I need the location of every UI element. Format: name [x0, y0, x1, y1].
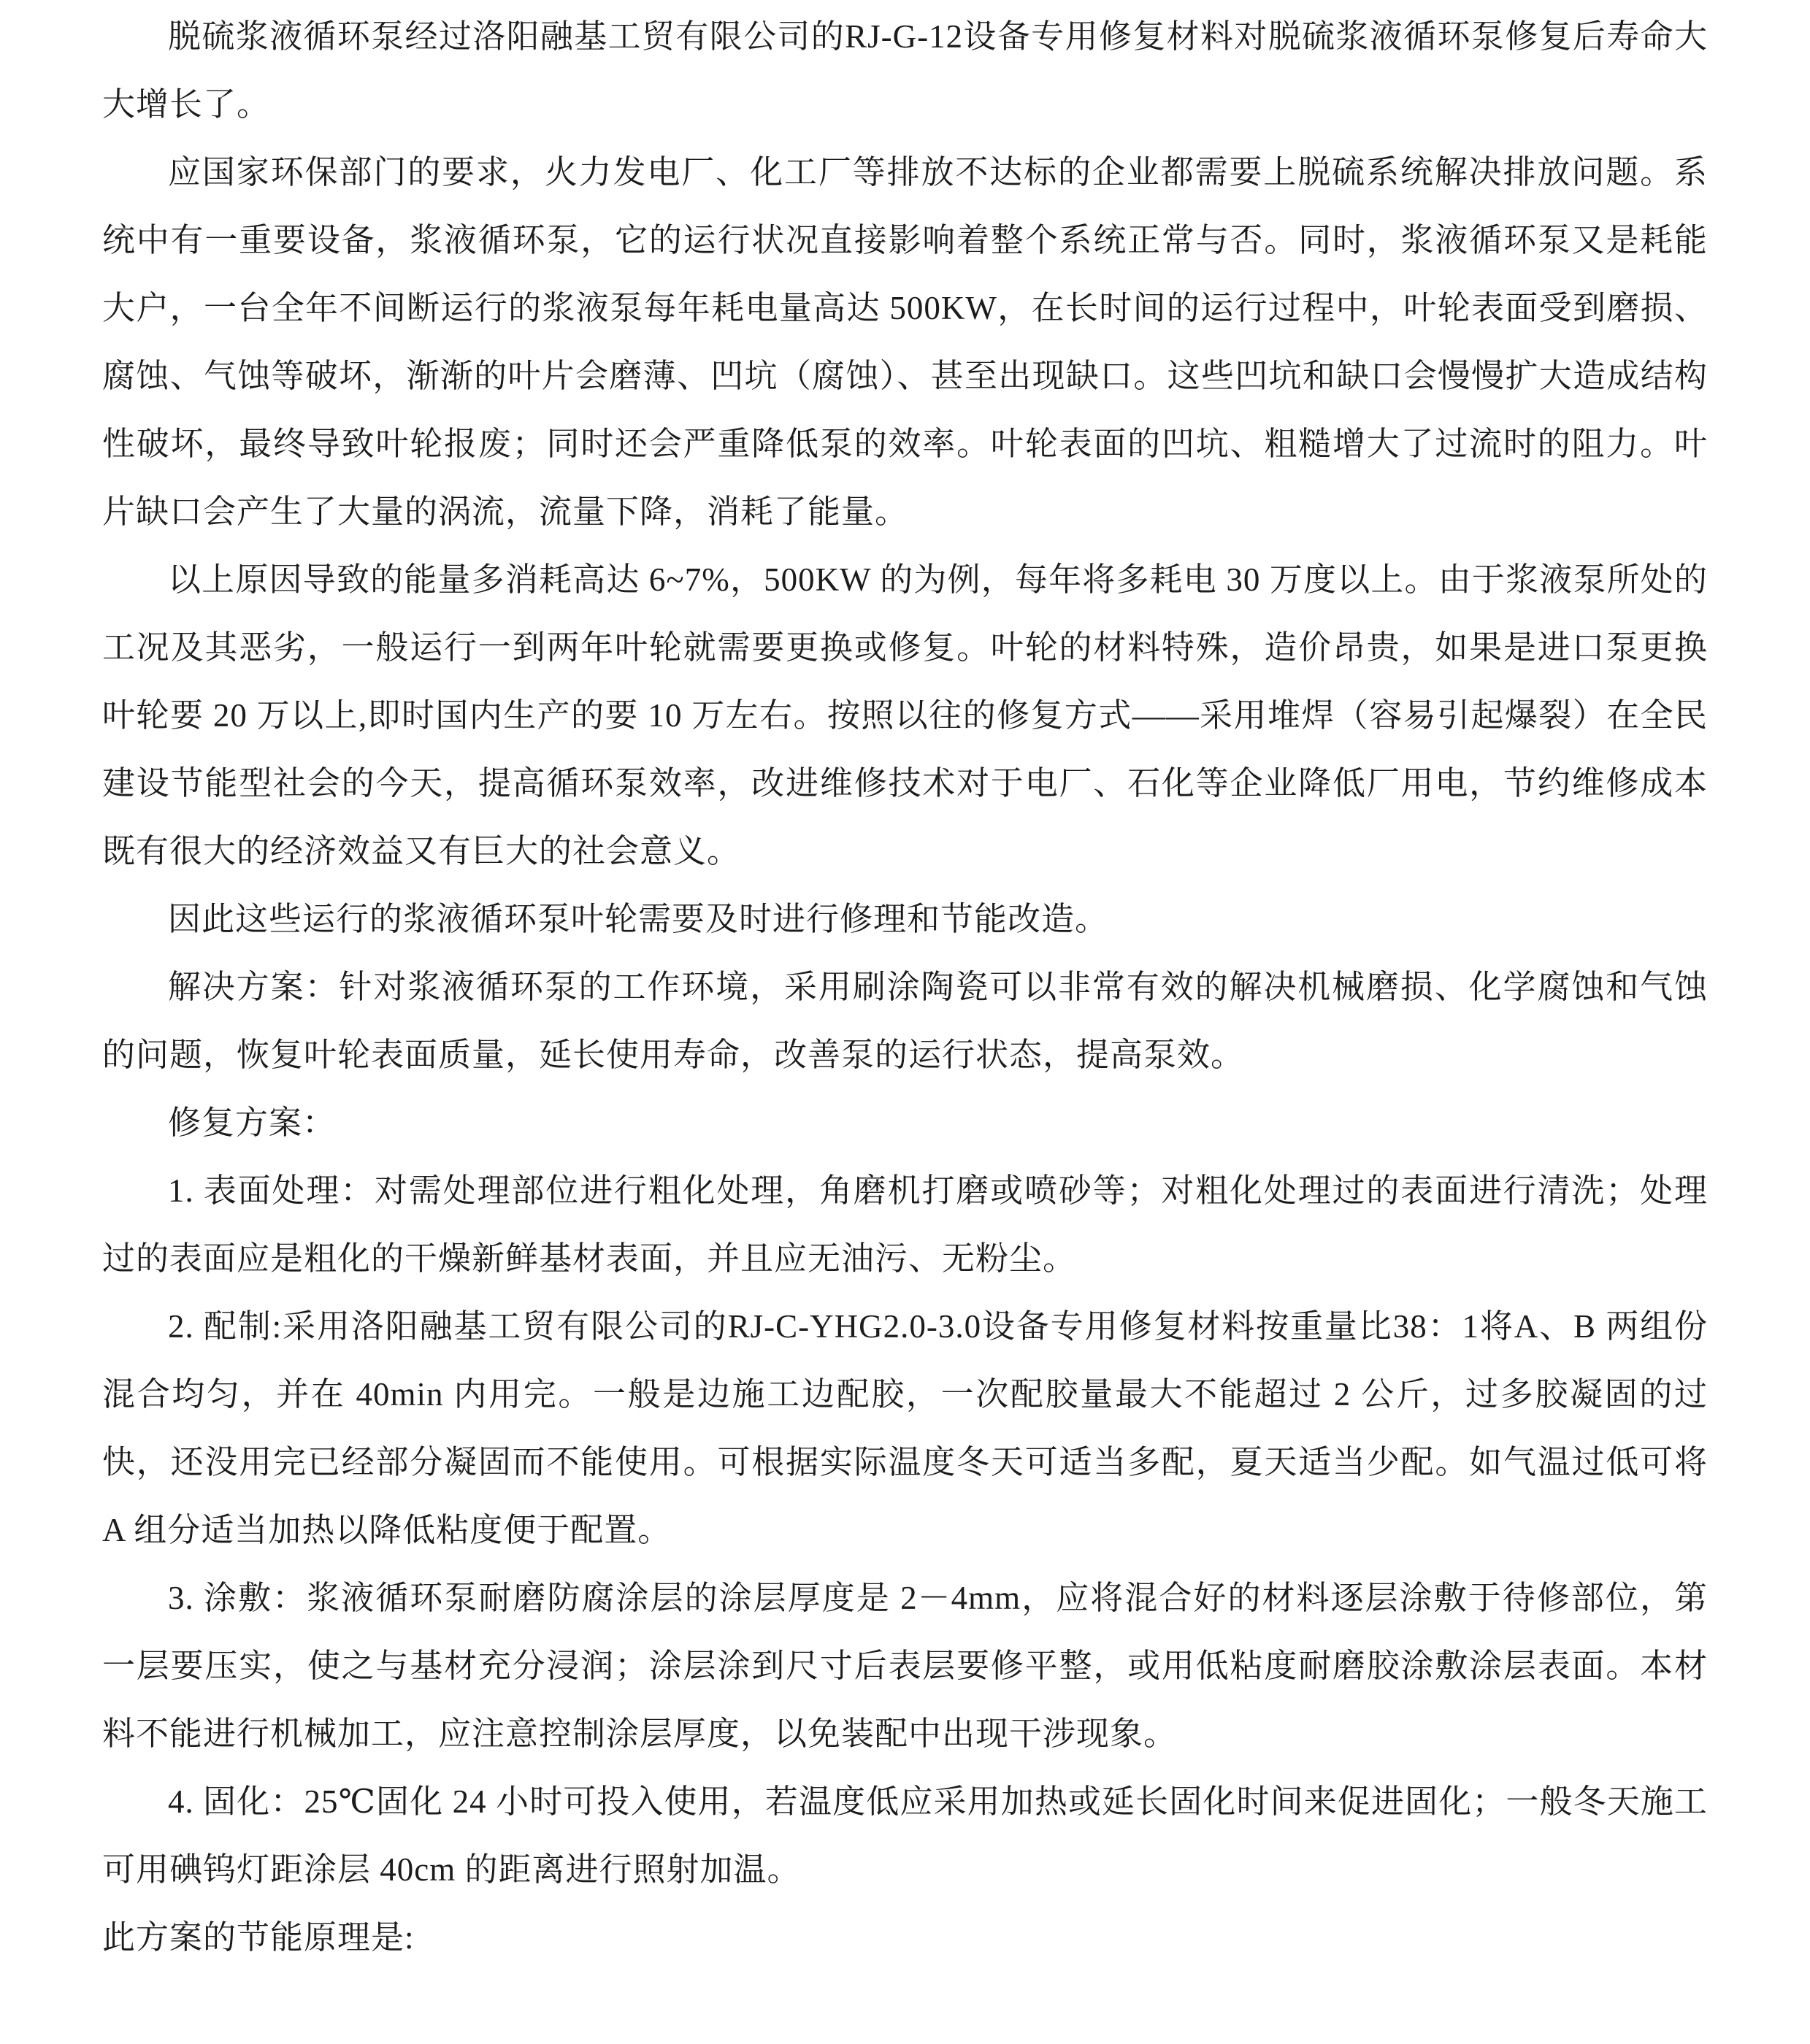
paragraph-step1-surface-treatment: 1. 表面处理：对需处理部位进行粗化处理，角磨机打磨或喷砂等；对粗化处理过的表面进行清洗；处理过的表面应是粗化的干燥新鲜基材表面，并且应无油污、无粉尘。: [102, 1172, 1708, 1277]
document-body: [102, 3, 1708, 1972]
paragraph-background: 应国家环保部门的要求，火力发电厂、化工厂等排放不达标的企业都需要上脱硫系统解决排放问题。系统中有一重要设备，浆液循环泵，它的运行状况直接影响着整个系统正常与否。同时，浆液循环泵又是耗能大户，一台全年不间断运行的浆液泵每年耗电量高达 500KW，在长时间的运行过程中，叶轮表面受到磨损、腐蚀、气蚀等破坏，渐渐的叶片会磨薄、凹坑（腐蚀）、甚至出现缺口。这些凹坑和缺口会慢慢扩大造成结构性破坏，最终导致叶轮报废；同时还会严重降低泵的效率。叶轮表面的凹坑、粗糙增大了过流时的阻力。叶片缺口会产生了大量的涡流，流量下降，消耗了能量。: [102, 154, 1708, 530]
paragraph-step2-preparation: 2. 配制:采用洛阳融基工贸有限公司的RJ-C-YHG2.0-3.0设备专用修复材料按重量比38：1将A、B 两组份混合均匀，并在 40min 内用完。一般是边施工边配胶，一次配胶量最大不能超过 2 公斤，过多胶凝固的过快，还没用完已经部分凝固而不能使用。可根据实际温度冬天可适当多配，夏天适当少配。如气温过低可将 A 组分适当加热以降低粘度便于配置。: [102, 1308, 1708, 1548]
paragraph-solution: 解决方案：针对浆液循环泵的工作环境，采用刷涂陶瓷可以非常有效的解决机械磨损、化学腐蚀和气蚀的问题，恢复叶轮表面质量，延长使用寿命，改善泵的运行状态，提高泵效。: [102, 969, 1708, 1073]
paragraph-energy-saving-principle: 此方案的节能原理是:: [102, 1919, 415, 1956]
paragraph-step3-coating: 3. 涂敷：浆液循环泵耐磨防腐涂层的涂层厚度是 2－4mm，应将混合好的材料逐层涂敷于待修部位，第一层要压实，使之与基材充分浸润；涂层涂到尺寸后表层要修平整，或用低粘度耐磨胶涂敷涂层表面。本材料不能进行机械加工，应注意控制涂层厚度，以免装配中出现干涉现象。: [102, 1580, 1708, 1752]
paragraph-conclusion-need: 因此这些运行的浆液循环泵叶轮需要及时进行修理和节能改造。: [168, 901, 1109, 937]
paragraph-step4-curing: 4. 固化：25℃固化 24 小时可投入使用，若温度低应采用加热或延长固化时间来促进固化；一般冬天施工可用碘钨灯距涂层 40cm 的距离进行照射加温。: [102, 1783, 1708, 1888]
paragraph-intro: 脱硫浆液循环泵经过洛阳融基工贸有限公司的RJ-G-12设备专用修复材料对脱硫浆液循环泵修复后寿命大大增长了。: [102, 18, 1708, 123]
paragraph-repair-plan-heading: 修复方案：: [168, 1104, 337, 1141]
paragraph-energy-loss: 以上原因导致的能量多消耗高达 6~7%，500KW 的为例，每年将多耗电 30 万度以上。由于浆液泵所处的工况及其恶劣，一般运行一到两年叶轮就需要更换或修复。叶轮的材料特殊，造价昂贵，如果是进口泵更换叶轮要 20 万以上,即时国内生产的要 10 万左右。按照以往的修复方式——采用堆焊（容易引起爆裂）在全民建设节能型社会的今天，提高循环泵效率，改进维修技术对于电厂、石化等企业降低厂用电，节约维修成本既有很大的经济效益又有巨大的社会意义。: [102, 561, 1708, 869]
